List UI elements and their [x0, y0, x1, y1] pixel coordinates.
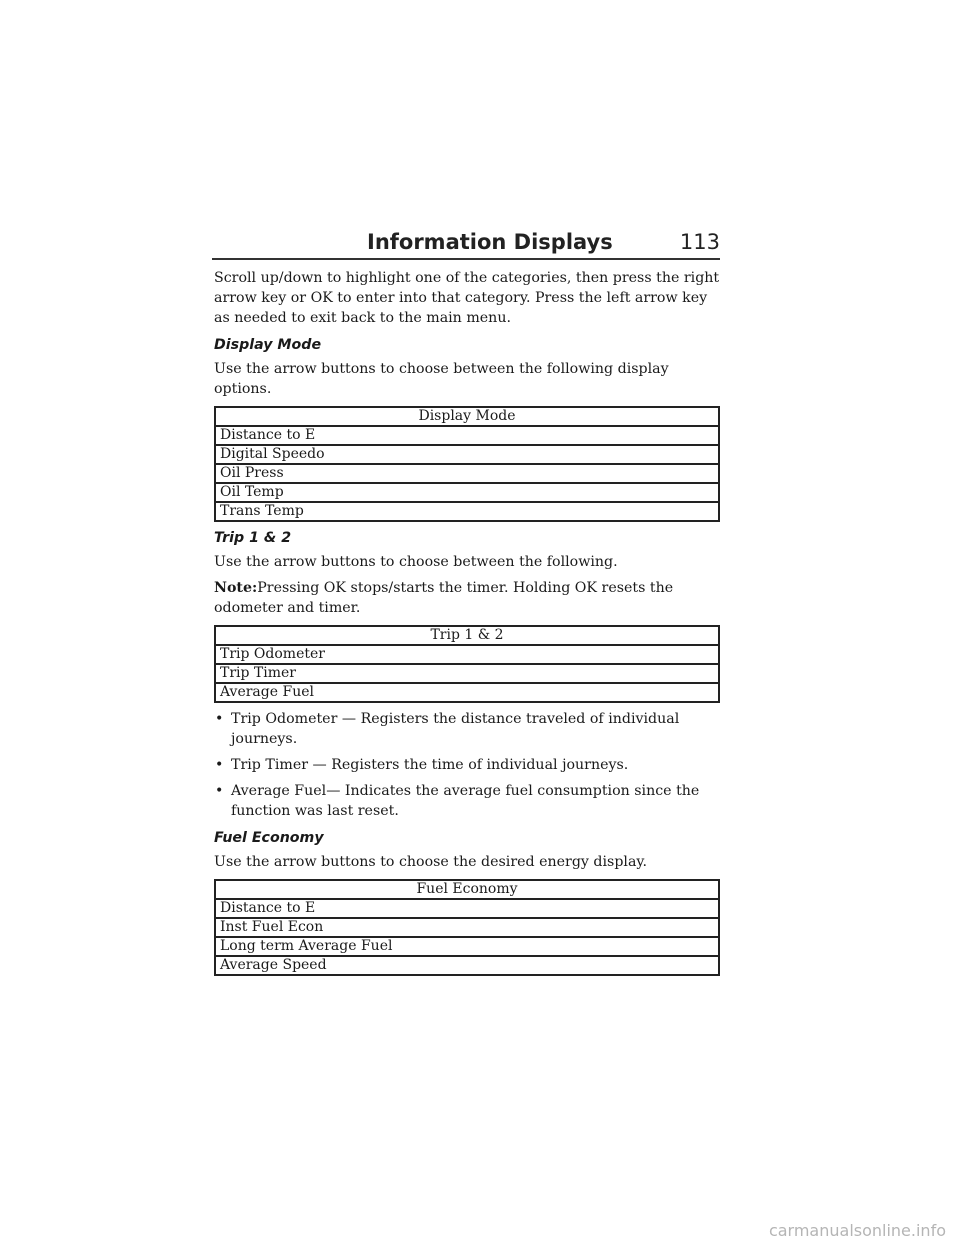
- list-item: [214, 755, 720, 775]
- table-header: Trip 1 & 2: [215, 626, 719, 645]
- bullet-icon: •: [215, 783, 224, 799]
- page-number: 113: [679, 230, 720, 254]
- table-row: Trip Timer: [215, 664, 719, 683]
- table-row: Average Fuel: [215, 683, 719, 702]
- trip-note: [214, 578, 720, 618]
- trip-description: Use the arrow buttons to choose between the following.: [214, 554, 618, 570]
- bullet-icon: •: [215, 711, 224, 727]
- table-row: Trip Odometer: [215, 645, 719, 664]
- trip-table: [214, 625, 720, 703]
- table-row: Average Speed: [215, 956, 719, 975]
- table-header: Fuel Economy: [215, 880, 719, 899]
- table-header: Display Mode: [215, 407, 719, 426]
- bullet-icon: •: [215, 757, 224, 773]
- table-row: Digital Speedo: [215, 445, 719, 464]
- list-item: [214, 709, 720, 749]
- table-row: Distance to E: [215, 899, 719, 918]
- table-row: Long term Average Fuel: [215, 937, 719, 956]
- table-row: Oil Temp: [215, 483, 719, 502]
- note-label: Note:: [214, 580, 258, 596]
- intro-paragraph: Scroll up/down to highlight one of the categories, then press the right arrow key or OK to enter into that category. Press the left arrow key as needed to exit back to the main menu.: [214, 270, 720, 326]
- table-row: Distance to E: [215, 426, 719, 445]
- page-title: Information Displays: [367, 230, 613, 254]
- section-heading-fuel-economy: Fuel Economy: [214, 830, 324, 846]
- fuel-economy-table: [214, 879, 720, 976]
- list-item: [214, 781, 720, 821]
- table-row: Trans Temp: [215, 502, 719, 521]
- section-heading-trip: Trip 1 & 2: [214, 530, 292, 546]
- display-mode-table: [214, 406, 720, 522]
- header-divider: [212, 258, 720, 260]
- page-header: [212, 226, 720, 260]
- note-text: Pressing OK stops/starts the timer. Holding OK resets the odometer and timer.: [214, 580, 674, 616]
- table-row: Oil Press: [215, 464, 719, 483]
- bullet-text: Trip Timer — Registers the time of individual journeys.: [231, 757, 629, 773]
- page-content: [214, 268, 720, 976]
- watermark: carmanualsonline.info: [768, 1221, 946, 1240]
- section-heading-display-mode: Display Mode: [214, 337, 322, 353]
- table-row: Inst Fuel Econ: [215, 918, 719, 937]
- trip-bullet-list: [214, 709, 720, 821]
- fuel-economy-description: Use the arrow buttons to choose the desired energy display.: [214, 854, 648, 870]
- bullet-text: Average Fuel— Indicates the average fuel consumption since the function was last reset.: [231, 783, 700, 819]
- display-mode-description: Use the arrow buttons to choose between the following display options.: [214, 361, 669, 397]
- bullet-text: Trip Odometer — Registers the distance traveled of individual journeys.: [231, 711, 680, 747]
